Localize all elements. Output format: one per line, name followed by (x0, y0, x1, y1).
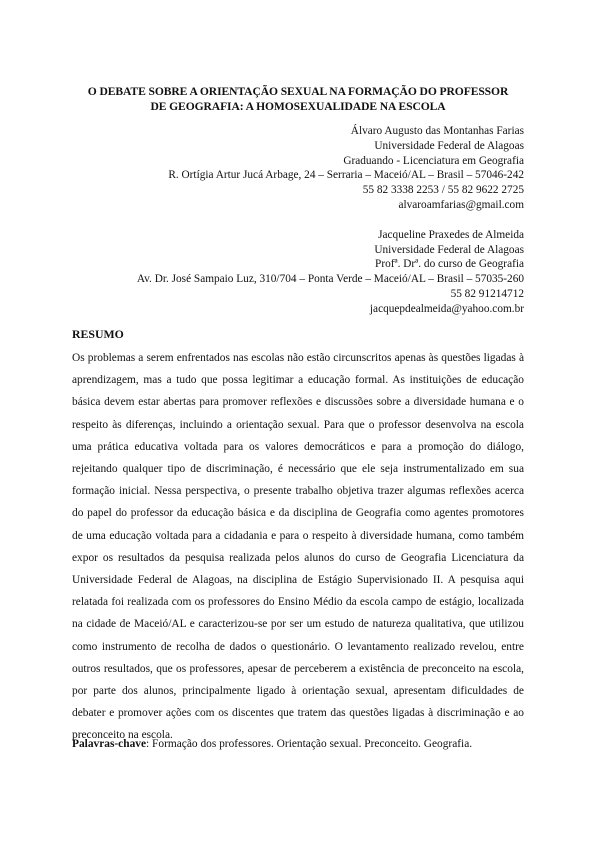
author-role: Graduando - Licenciatura em Geografia (343, 154, 524, 167)
abstract-text: Os problemas a serem enfrentados nas escolas não estão circunscritos apenas às questões ligadas à aprendizagem, mas a tudo que possa legitimar a educação formal. As instituições de educação básica devem estar abertas para promover reflexões e discussões sobre a diversidade humana e o respeito às diferenças, incluindo a orientação sexual. Para que o professor desenvolva na escola uma prática educativa voltada para os valores democráticos e para a promoção do diálogo, rejeitando qualquer tipo de discriminação, é necessário que ele seja instrumentalizado em sua formação inicial. Nessa perspectiva, o presente trabalho objetiva trazer algumas reflexões acerca do papel do professor da educação básica e da disciplina de Geografia como agentes promotores de uma educação voltada para a cidadania e para o respeito à diversidade humana, como também expor os resultados da pesquisa realizada pelos alunos do curso de Geografia Licenciatura da Universidade Federal de Alagoas, na disciplina de Estágio Supervisionado II. A pesquisa aqui relatada foi realizada com os professores do Ensino Médio da escola campo de estágio, localizada na cidade de Maceió/AL e caracterizou-se por ser um estudo de natureza qualitativa, que utilizou como instrumento de recolha de dados o questionário. O levantamento realizado revelou, entre outros resultados, que os professores, apesar de perceberem a existência de preconceito na escola, por parte dos alunos, principalmente ligado à orientação sexual, apresentam dificuldades de debater e promover ações com os discentes que tratem das questões ligadas à discriminação e ao preconceito na escola. (72, 352, 524, 742)
author-1 (137, 124, 524, 213)
keywords-label: Palavras-chave (72, 738, 147, 750)
author-name: Álvaro Augusto das Montanhas Farias (350, 125, 524, 137)
author-phone: 55 82 91214712 (450, 287, 524, 300)
paper-title-line-2: DE GEOGRAFIA: A HOMOSEXUALIDADE NA ESCOLA (150, 100, 446, 113)
author-spacer (137, 213, 524, 228)
paper-title (72, 84, 524, 114)
author-email[interactable]: jacquepdealmeida@yahoo.com.br (369, 302, 524, 315)
author-address: Av. Dr. José Sampaio Luz, 310/704 – Ponta Verde – Maceió/AL – Brasil – 57035-260 (136, 273, 524, 286)
author-institution: Universidade Federal de Alagoas (374, 139, 524, 152)
author-2 (137, 228, 524, 317)
author-phone: 55 82 3338 2253 / 55 82 9622 2725 (362, 184, 524, 197)
author-email[interactable]: alvaroamfarias@gmail.com (398, 198, 524, 211)
author-block (137, 124, 524, 317)
keywords-separator: : (146, 738, 153, 750)
author-address: R. Ortígia Artur Jucá Arbage, 24 – Serraria – Maceió/AL – Brasil – 57046-242 (168, 169, 524, 182)
abstract-heading: RESUMO (72, 327, 124, 341)
paper-title-line-1: O DEBATE SOBRE A ORIENTAÇÃO SEXUAL NA FORMAÇÃO DO PROFESSOR (87, 85, 509, 98)
author-name: Jacqueline Praxedes de Almeida (378, 228, 524, 241)
author-institution: Universidade Federal de Alagoas (374, 243, 524, 256)
keywords-line (72, 737, 524, 752)
keywords-text: Formação dos professores. Orientação sexual. Preconceito. Geografia. (152, 738, 473, 750)
author-role: Profª. Drª. do curso de Geografia (375, 258, 524, 271)
